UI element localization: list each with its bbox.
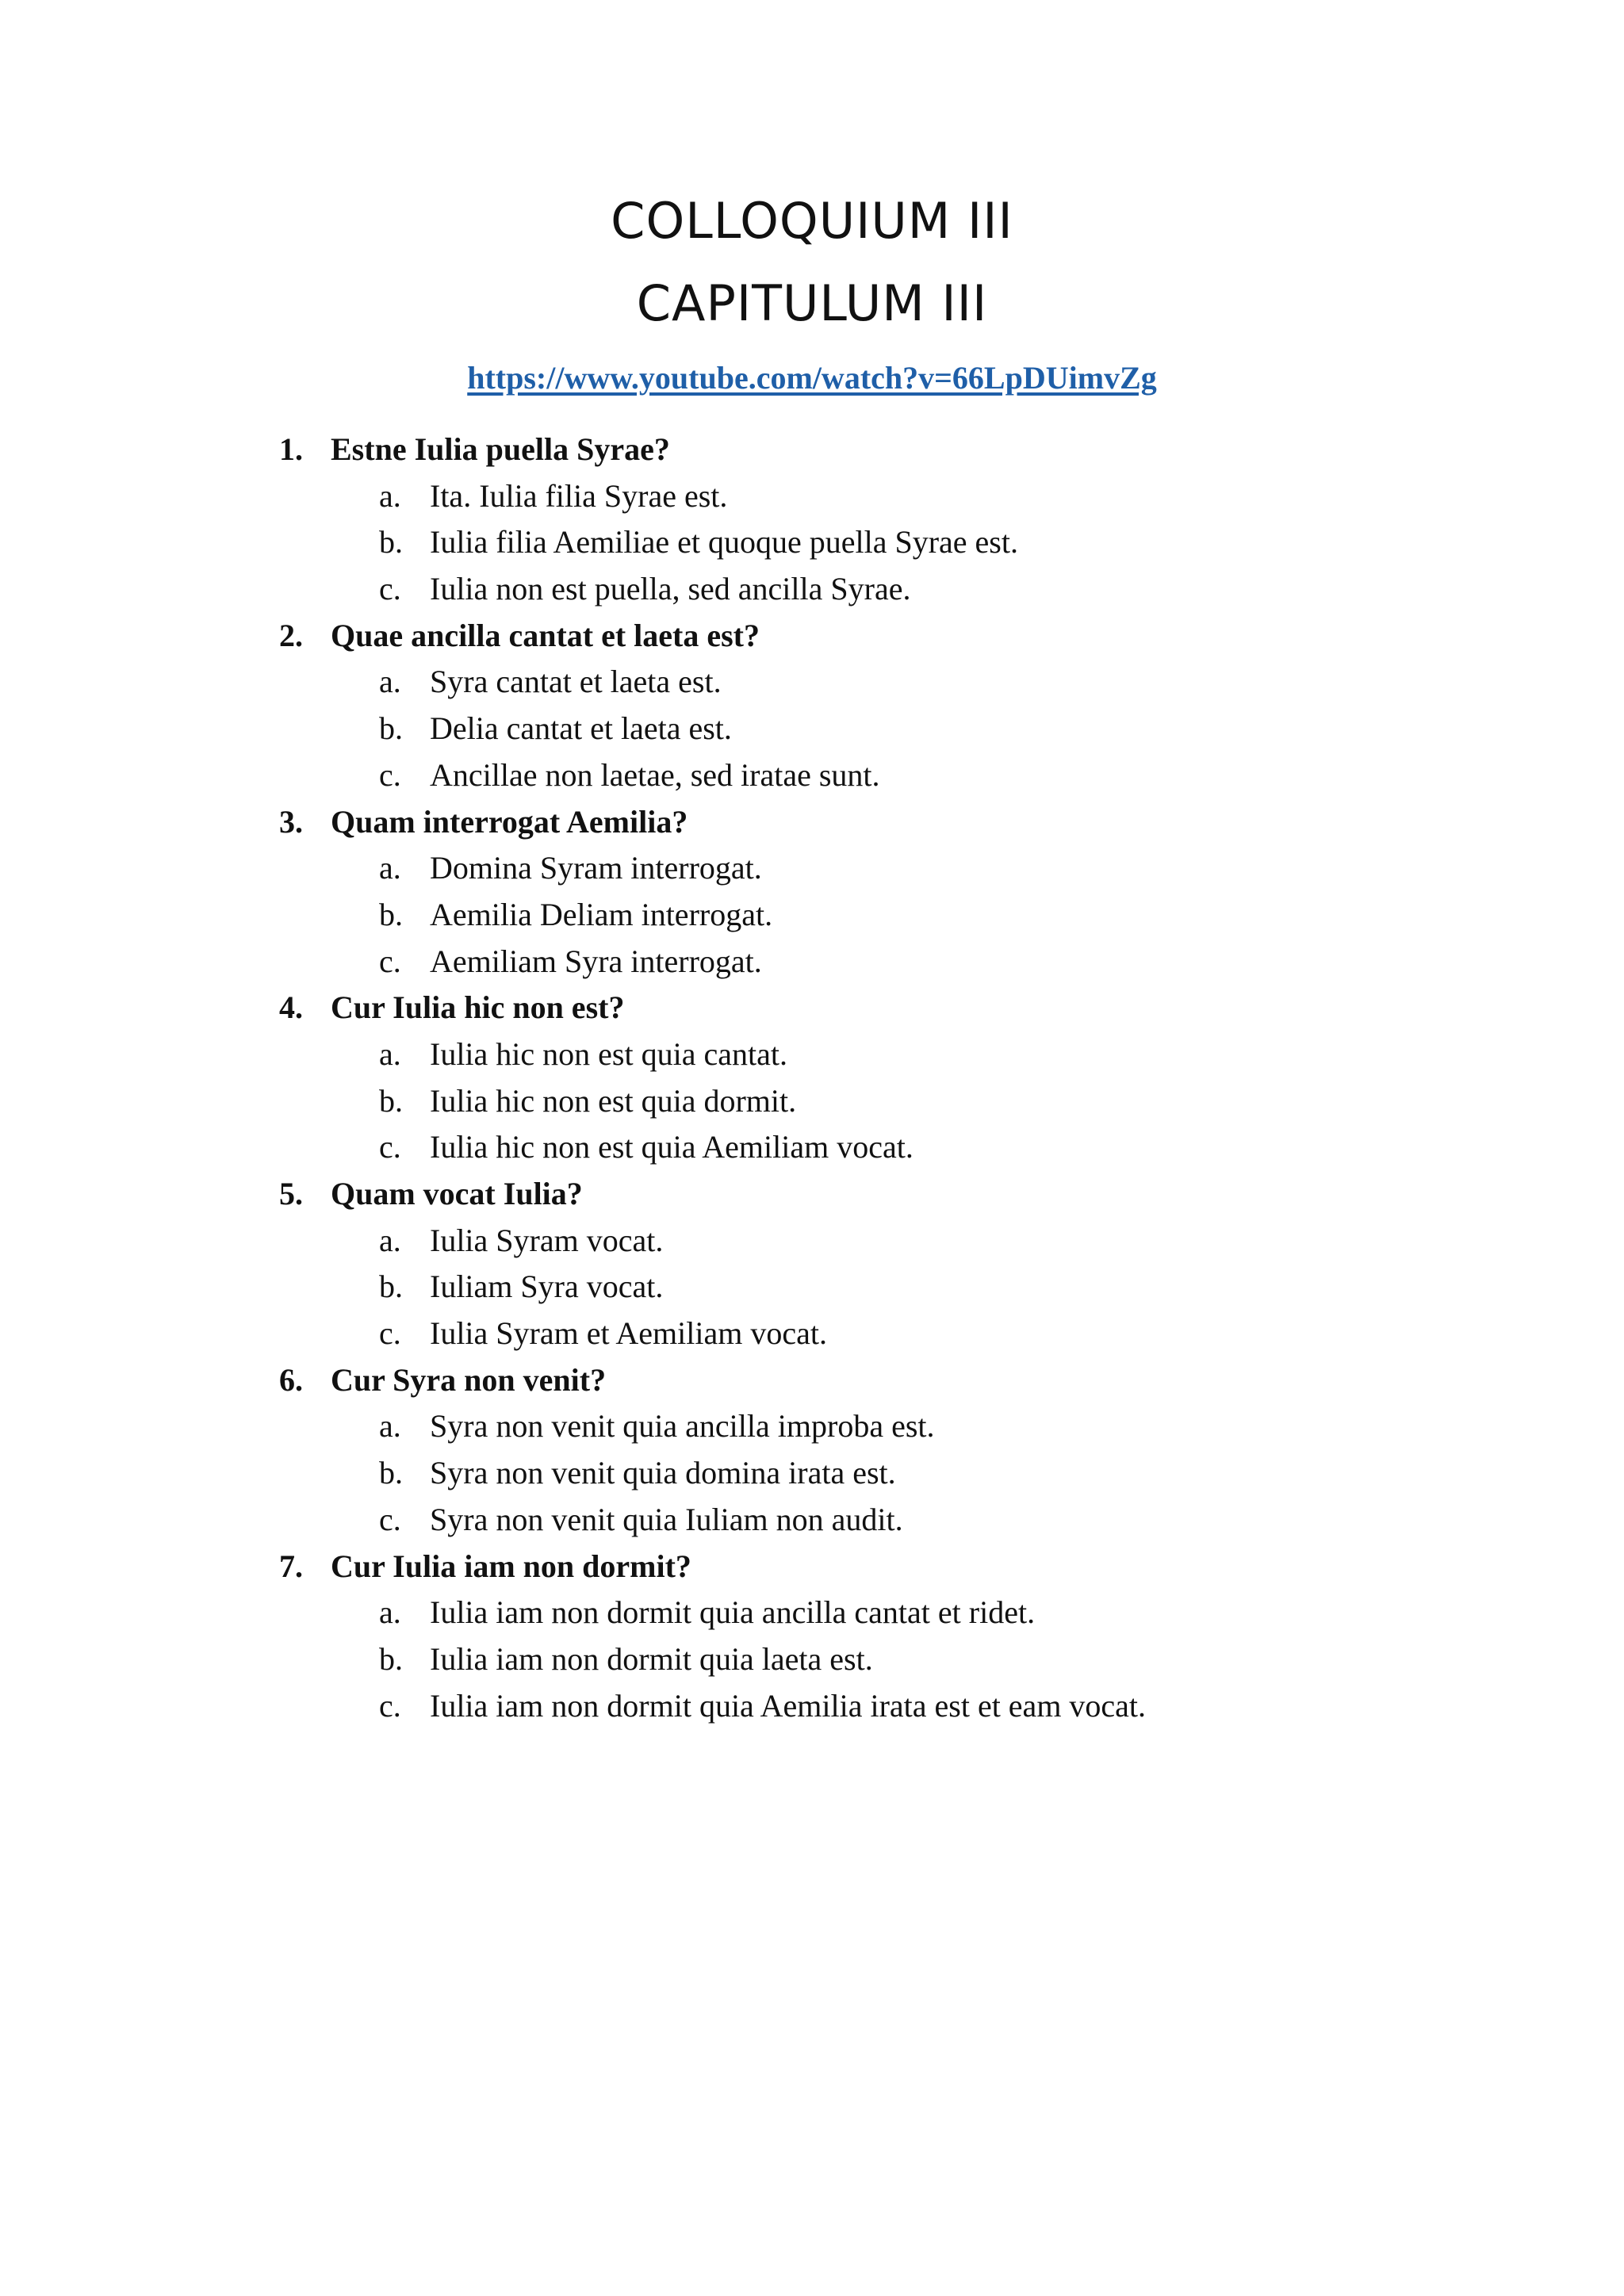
option-text: Aemiliam Syra interrogat. <box>430 943 762 979</box>
answer-option <box>0 1124 1624 1171</box>
option-text: Syra non venit quia ancilla improba est. <box>430 1408 935 1445</box>
answer-option <box>0 1078 1624 1125</box>
question-number: 5. <box>279 1176 303 1211</box>
option-text: Iulia hic non est quia Aemiliam vocat. <box>430 1129 914 1165</box>
question-item <box>0 799 1624 846</box>
question-text: Quae ancilla cantat et laeta est? <box>331 617 760 653</box>
answer-option <box>0 1031 1624 1078</box>
answer-option <box>0 1403 1624 1450</box>
answer-option <box>0 1636 1624 1683</box>
option-letter: c. <box>379 756 401 793</box>
option-letter: a. <box>379 1408 401 1445</box>
option-letter: b. <box>379 896 403 932</box>
answer-option <box>0 706 1624 752</box>
answer-option <box>0 1590 1624 1636</box>
question-number: 6. <box>279 1361 303 1398</box>
option-letter: a. <box>379 1035 401 1072</box>
video-link[interactable]: https://www.youtube.com/watch?v=66LpDUimvZg <box>467 360 1157 396</box>
answer-option <box>0 845 1624 892</box>
answer-option <box>0 939 1624 985</box>
option-text: Syra non venit quia Iuliam non audit. <box>430 1501 903 1537</box>
option-letter: c. <box>379 1315 401 1352</box>
question-text: Estne Iulia puella Syrae? <box>331 431 670 467</box>
option-letter: a. <box>379 850 401 886</box>
option-letter: c. <box>379 1129 401 1165</box>
option-letter: b. <box>379 1640 403 1677</box>
question-item <box>0 985 1624 1031</box>
option-text: Iulia iam non dormit quia ancilla cantat et ridet. <box>430 1594 1036 1631</box>
option-text: Syra non venit quia domina irata est. <box>430 1455 896 1491</box>
question-item <box>0 1171 1624 1218</box>
answer-option <box>0 1218 1624 1265</box>
option-text: Aemilia Deliam interrogat. <box>430 896 773 932</box>
option-text: Iulia filia Aemiliae et quoque puella Syrae est. <box>430 524 1018 561</box>
answer-option <box>0 1264 1624 1311</box>
question-number: 4. <box>279 989 303 1026</box>
answer-option <box>0 1497 1624 1544</box>
option-text: Iulia hic non est quia cantat. <box>430 1035 787 1072</box>
question-item <box>0 613 1624 660</box>
option-letter: b. <box>379 1455 403 1491</box>
question-text: Cur Iulia hic non est? <box>331 989 625 1026</box>
option-text: Iulia non est puella, sed ancilla Syrae. <box>430 571 911 607</box>
option-letter: a. <box>379 1222 401 1258</box>
option-letter: a. <box>379 1594 401 1631</box>
question-text: Cur Iulia iam non dormit? <box>331 1548 691 1584</box>
option-text: Iulia Syram vocat. <box>430 1222 664 1258</box>
option-letter: c. <box>379 571 401 607</box>
question-number: 7. <box>279 1548 303 1584</box>
option-text: Syra cantat et laeta est. <box>430 664 722 700</box>
question-text: Cur Syra non venit? <box>331 1361 607 1398</box>
option-letter: c. <box>379 1687 401 1724</box>
question-number: 1. <box>279 431 303 467</box>
page-subtitle: CAPITULUM III <box>636 274 988 332</box>
answer-option <box>0 473 1624 520</box>
question-number: 2. <box>279 617 303 653</box>
answer-option <box>0 659 1624 706</box>
question-number: 3. <box>279 803 303 840</box>
answer-option <box>0 519 1624 566</box>
option-letter: b. <box>379 1082 403 1119</box>
question-text: Quam vocat Iulia? <box>331 1176 583 1211</box>
answer-option <box>0 1683 1624 1730</box>
option-letter: c. <box>379 1501 401 1537</box>
option-letter: b. <box>379 1269 403 1305</box>
question-item <box>0 1544 1624 1590</box>
option-letter: a. <box>379 477 401 514</box>
option-text: Delia cantat et laeta est. <box>430 710 732 747</box>
option-text: Domina Syram interrogat. <box>430 850 762 886</box>
option-text: Iulia hic non est quia dormit. <box>430 1082 797 1119</box>
question-list <box>0 427 1624 1729</box>
page-title: COLLOQUIUM III <box>611 192 1013 250</box>
option-text: Iuliam Syra vocat. <box>430 1269 664 1305</box>
answer-option <box>0 892 1624 939</box>
option-text: Iulia Syram et Aemiliam vocat. <box>430 1315 827 1352</box>
answer-option <box>0 752 1624 799</box>
option-letter: b. <box>379 710 403 747</box>
question-item <box>0 1357 1624 1404</box>
question-item <box>0 427 1624 473</box>
option-text: Ita. Iulia filia Syrae est. <box>430 477 728 514</box>
option-letter: a. <box>379 664 401 700</box>
option-text: Ancillae non laetae, sed iratae sunt. <box>430 756 880 793</box>
option-letter: b. <box>379 524 403 561</box>
option-text: Iulia iam non dormit quia laeta est. <box>430 1640 873 1677</box>
question-text: Quam interrogat Aemilia? <box>331 803 688 840</box>
answer-option <box>0 1311 1624 1357</box>
answer-option <box>0 566 1624 613</box>
answer-option <box>0 1450 1624 1497</box>
option-text: Iulia iam non dormit quia Aemilia irata est et eam vocat. <box>430 1687 1147 1724</box>
option-letter: c. <box>379 943 401 979</box>
